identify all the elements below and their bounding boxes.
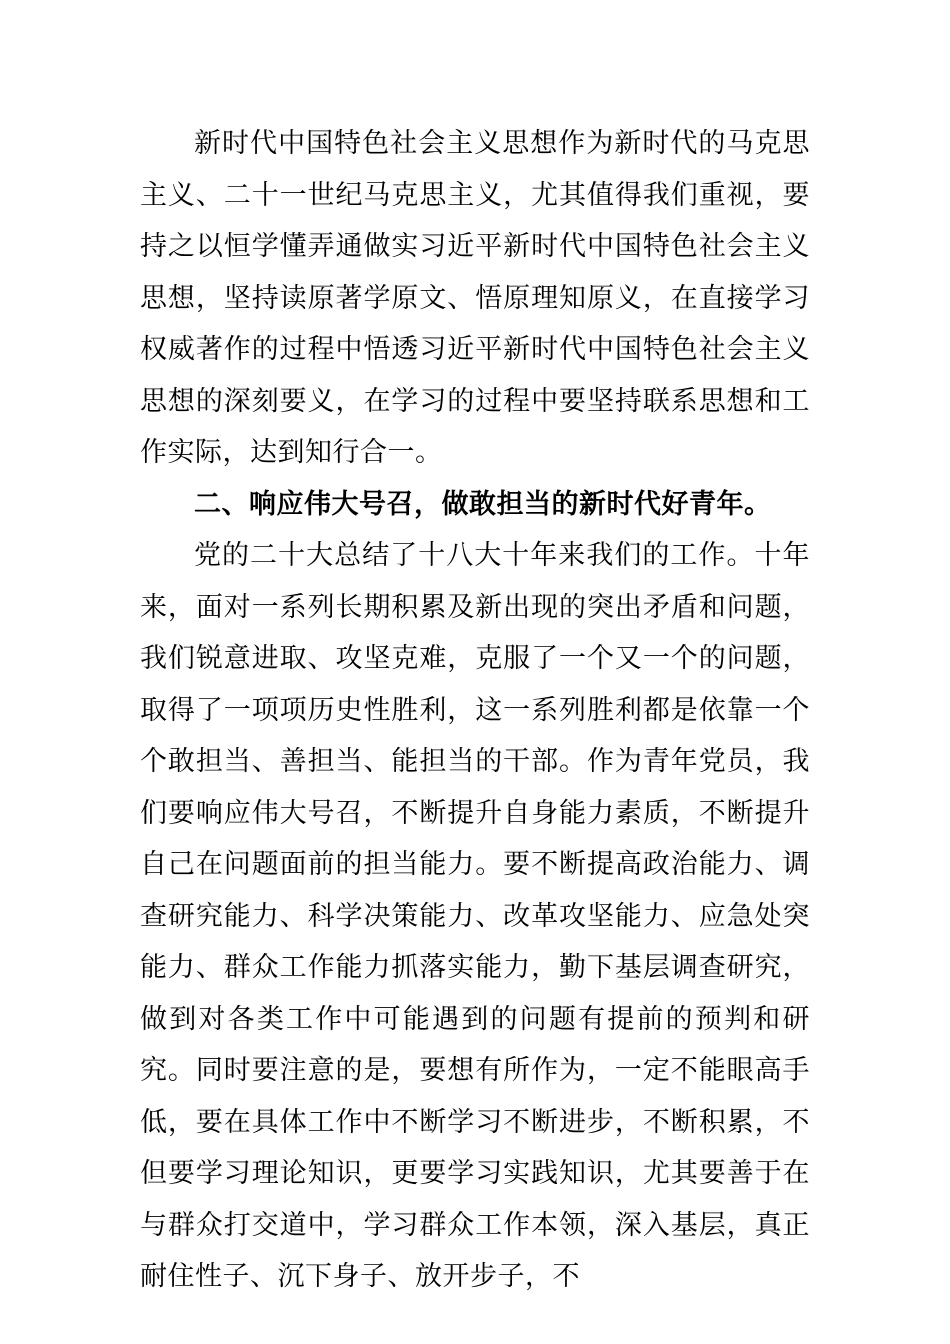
paragraph-intro: 新时代中国特色社会主义思想作为新时代的马克思主义、二十一世纪马克思主义，尤其值得我们重视，要持之以恒学懂弄通做实习近平新时代中国特色社会主义思想，坚持读原著学原文、悟原理知原义，在直接学习权威著作的过程中悟透习近平新时代中国特色社会主义思想的深刻要义，在学习的过程中要坚持联系思想和工作实际，达到知行合一。: [140, 128, 810, 467]
section-heading: 二、响应伟大号召，做敢担当的新时代好青年。: [194, 488, 772, 519]
paragraph-body: 党的二十大总结了十八大十年来我们的工作。十年来，面对一系列长期积累及新出现的突出矛盾和问题，我们锐意进取、攻坚克难，克服了一个又一个的问题，取得了一项项历史性胜利，这一系列胜利都是依靠一个个敢担当、善担当、能担当的干部。作为青年党员，我们要响应伟大号召，不断提升自身能力素质，不断提升自己在问题面前的担当能力。要不断提高政治能力、调查研究能力、科学决策能力、改革攻坚能力、应急处突能力、群众工作能力抓落实能力，勤下基层调查研究，做到对各类工作中可能遇到的问题有提前的预判和研究。同时要注意的是，要想有所作为，一定不能眼高手低，要在具体工作中不断学习不断进步，不断积累，不但要学习理论知识，更要学习实践知识，尤其要善于在与群众打交道中，学习群众工作本领，深入基层，真正耐住性子、沉下身子、放开步子，不: [140, 540, 810, 1291]
